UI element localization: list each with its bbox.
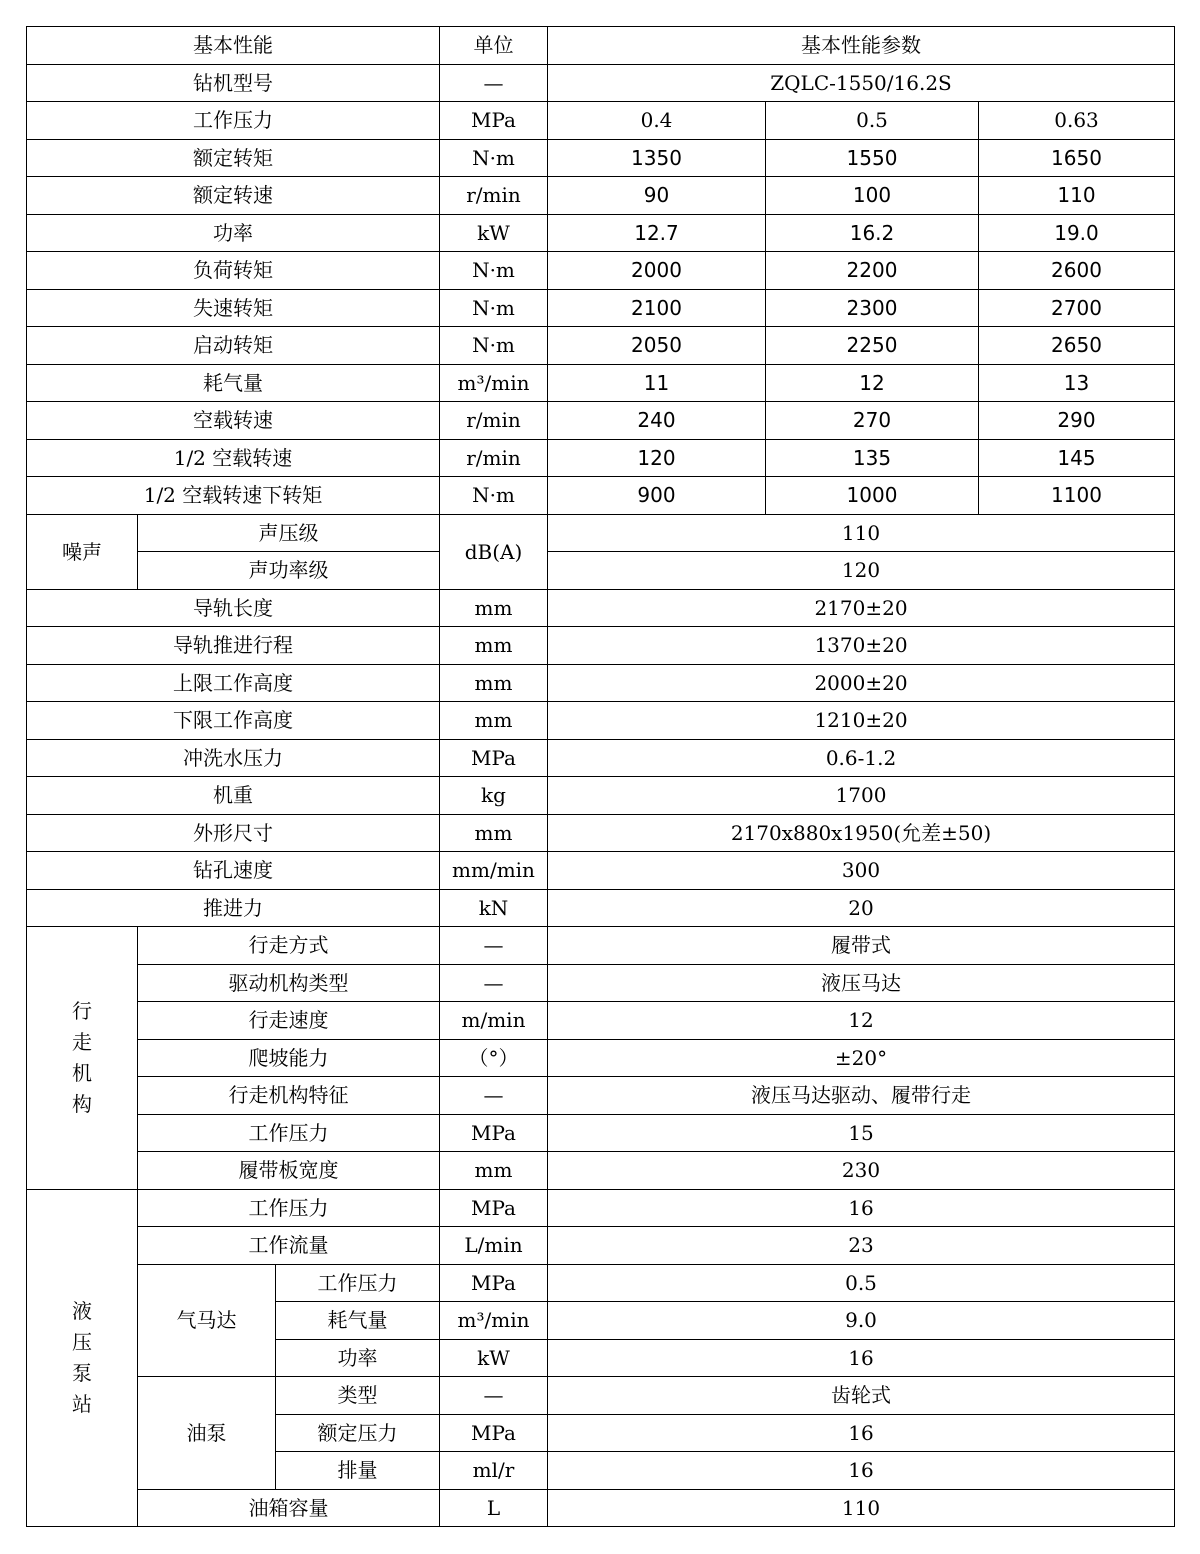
row-unit: mm	[440, 702, 548, 740]
row-label: 空载转速	[27, 402, 440, 440]
row-value: 20	[548, 889, 1175, 927]
travel-row	[27, 927, 1175, 965]
row-label: 功率	[27, 214, 440, 252]
header-unit: 单位	[440, 27, 548, 65]
row-value: 23	[548, 1227, 1175, 1265]
row-label: 工作压力	[27, 102, 440, 140]
row-label: 行走方式	[138, 927, 440, 965]
noise-row	[27, 552, 1175, 590]
table-row	[27, 739, 1175, 777]
row-unit: —	[440, 927, 548, 965]
row-value: 900	[548, 477, 766, 515]
row-value: 2250	[766, 327, 979, 365]
row-value: 液压马达驱动、履带行走	[548, 1077, 1175, 1115]
row-value: 0.5	[766, 102, 979, 140]
row-value: 2100	[548, 289, 766, 327]
row-unit: m³/min	[440, 1302, 548, 1340]
row-label: 履带板宽度	[138, 1152, 440, 1190]
row-value: 齿轮式	[548, 1377, 1175, 1415]
row-value: 290	[979, 402, 1175, 440]
row-value: 液压马达	[548, 964, 1175, 1002]
row-label: 外形尺寸	[27, 814, 440, 852]
row-unit: m³/min	[440, 364, 548, 402]
row-label: 冲洗水压力	[27, 739, 440, 777]
row-label: 导轨长度	[27, 589, 440, 627]
row-value: 230	[548, 1152, 1175, 1190]
row-unit: —	[440, 964, 548, 1002]
row-label: 钻机型号	[27, 64, 440, 102]
row-value: 2600	[979, 252, 1175, 290]
table-row	[27, 889, 1175, 927]
row-value: 1000	[766, 477, 979, 515]
row-unit: ml/r	[440, 1452, 548, 1490]
row-value: 2170±20	[548, 589, 1175, 627]
travel-row	[27, 1077, 1175, 1115]
row-unit: MPa	[440, 1264, 548, 1302]
row-label: 声压级	[138, 514, 440, 552]
row-label: 声功率级	[138, 552, 440, 590]
noise-group-label: 噪声	[27, 514, 138, 589]
noise-row	[27, 514, 1175, 552]
row-unit: N·m	[440, 252, 548, 290]
row-label: 推进力	[27, 889, 440, 927]
row-unit: mm	[440, 1152, 548, 1190]
row-value: 145	[979, 439, 1175, 477]
row-label: 1/2 空载转速下转矩	[27, 477, 440, 515]
row-label: 额定转矩	[27, 139, 440, 177]
table-row	[27, 814, 1175, 852]
table-row	[27, 627, 1175, 665]
row-unit: N·m	[440, 289, 548, 327]
row-value: 100	[766, 177, 979, 215]
row-value: 1650	[979, 139, 1175, 177]
table-row	[27, 289, 1175, 327]
row-unit: N·m	[440, 139, 548, 177]
row-value: 16	[548, 1452, 1175, 1490]
row-value: 2000	[548, 252, 766, 290]
row-label: 钻孔速度	[27, 852, 440, 890]
travel-group-label: 行走机构	[27, 927, 138, 1190]
row-label: 上限工作高度	[27, 664, 440, 702]
hydraulic-row	[27, 1227, 1175, 1265]
row-label: 行走机构特征	[138, 1077, 440, 1115]
row-value: 270	[766, 402, 979, 440]
row-label: 耗气量	[27, 364, 440, 402]
row-label: 驱动机构类型	[138, 964, 440, 1002]
row-unit: kg	[440, 777, 548, 815]
row-unit: mm	[440, 589, 548, 627]
table-row	[27, 702, 1175, 740]
row-value: 120	[548, 439, 766, 477]
tank-row	[27, 1489, 1175, 1527]
travel-row	[27, 1152, 1175, 1190]
row-value: 110	[979, 177, 1175, 215]
air-motor-row	[27, 1264, 1175, 1302]
row-value: 2200	[766, 252, 979, 290]
table-row	[27, 364, 1175, 402]
row-value: 1700	[548, 777, 1175, 815]
row-value: 2700	[979, 289, 1175, 327]
row-unit: （°）	[440, 1039, 548, 1077]
row-label: 启动转矩	[27, 327, 440, 365]
row-label: 油箱容量	[138, 1489, 440, 1527]
row-value: 1370±20	[548, 627, 1175, 665]
oil-pump-group-label: 油泵	[138, 1377, 276, 1490]
row-value: 120	[548, 552, 1175, 590]
row-unit: —	[440, 1077, 548, 1115]
row-label: 工作流量	[138, 1227, 440, 1265]
row-value: ZQLC-1550/16.2S	[548, 64, 1175, 102]
row-label: 行走速度	[138, 1002, 440, 1040]
row-unit: L	[440, 1489, 548, 1527]
hydraulic-group-label: 液压泵站	[27, 1189, 138, 1527]
row-value: 2650	[979, 327, 1175, 365]
table-row	[27, 664, 1175, 702]
row-value: ±20°	[548, 1039, 1175, 1077]
table-row	[27, 777, 1175, 815]
row-label: 爬坡能力	[138, 1039, 440, 1077]
row-value: 2050	[548, 327, 766, 365]
row-value: 11	[548, 364, 766, 402]
row-unit: MPa	[440, 1114, 548, 1152]
row-unit: mm	[440, 814, 548, 852]
travel-row	[27, 1002, 1175, 1040]
row-value: 0.63	[979, 102, 1175, 140]
row-unit: mm	[440, 627, 548, 665]
table-row	[27, 477, 1175, 515]
table-row	[27, 589, 1175, 627]
row-unit: N·m	[440, 327, 548, 365]
row-value: 12	[548, 1002, 1175, 1040]
row-label: 额定压力	[276, 1414, 440, 1452]
row-unit: —	[440, 1377, 548, 1415]
row-value: 2300	[766, 289, 979, 327]
travel-row	[27, 1039, 1175, 1077]
row-label: 功率	[276, 1339, 440, 1377]
row-value: 135	[766, 439, 979, 477]
row-value: 0.5	[548, 1264, 1175, 1302]
row-unit: MPa	[440, 102, 548, 140]
row-value: 1350	[548, 139, 766, 177]
row-value: 300	[548, 852, 1175, 890]
row-unit: mm/min	[440, 852, 548, 890]
row-value: 90	[548, 177, 766, 215]
row-label: 类型	[276, 1377, 440, 1415]
row-value: 9.0	[548, 1302, 1175, 1340]
header-item: 基本性能	[27, 27, 440, 65]
row-label: 工作压力	[276, 1264, 440, 1302]
spec-table	[26, 26, 1175, 1527]
oil-pump-row	[27, 1377, 1175, 1415]
row-value: 15	[548, 1114, 1175, 1152]
row-value: 履带式	[548, 927, 1175, 965]
row-unit: MPa	[440, 1189, 548, 1227]
row-unit: N·m	[440, 477, 548, 515]
air-motor-group-label: 气马达	[138, 1264, 276, 1377]
row-value: 19.0	[979, 214, 1175, 252]
row-label: 额定转速	[27, 177, 440, 215]
row-value: 16	[548, 1189, 1175, 1227]
model-row	[27, 64, 1175, 102]
row-label: 排量	[276, 1452, 440, 1490]
row-label: 耗气量	[276, 1302, 440, 1340]
row-label: 机重	[27, 777, 440, 815]
row-label: 失速转矩	[27, 289, 440, 327]
row-unit: r/min	[440, 177, 548, 215]
row-unit: kW	[440, 1339, 548, 1377]
table-row	[27, 402, 1175, 440]
row-label: 1/2 空载转速	[27, 439, 440, 477]
row-label: 下限工作高度	[27, 702, 440, 740]
row-unit: r/min	[440, 402, 548, 440]
row-value: 1550	[766, 139, 979, 177]
row-unit: kN	[440, 889, 548, 927]
row-value: 16	[548, 1414, 1175, 1452]
table-row	[27, 327, 1175, 365]
row-value: 1100	[979, 477, 1175, 515]
row-value: 240	[548, 402, 766, 440]
row-label: 工作压力	[138, 1114, 440, 1152]
row-value: 16	[548, 1339, 1175, 1377]
row-value: 13	[979, 364, 1175, 402]
row-label: 负荷转矩	[27, 252, 440, 290]
row-unit: MPa	[440, 739, 548, 777]
row-label: 导轨推进行程	[27, 627, 440, 665]
row-unit: —	[440, 64, 548, 102]
table-row	[27, 252, 1175, 290]
row-unit: m/min	[440, 1002, 548, 1040]
row-value: 0.4	[548, 102, 766, 140]
row-value: 110	[548, 1489, 1175, 1527]
row-value: 2000±20	[548, 664, 1175, 702]
hydraulic-row	[27, 1189, 1175, 1227]
row-value: 110	[548, 514, 1175, 552]
row-value: 16.2	[766, 214, 979, 252]
row-value: 1210±20	[548, 702, 1175, 740]
row-label: 工作压力	[138, 1189, 440, 1227]
table-row	[27, 102, 1175, 140]
table-row	[27, 439, 1175, 477]
row-unit: r/min	[440, 439, 548, 477]
table-row	[27, 214, 1175, 252]
row-value: 12	[766, 364, 979, 402]
table-row	[27, 852, 1175, 890]
travel-row	[27, 964, 1175, 1002]
travel-row	[27, 1114, 1175, 1152]
row-unit: L/min	[440, 1227, 548, 1265]
table-row	[27, 177, 1175, 215]
row-unit: kW	[440, 214, 548, 252]
header-params: 基本性能参数	[548, 27, 1175, 65]
row-value: 2170x880x1950(允差±50)	[548, 814, 1175, 852]
row-unit: mm	[440, 664, 548, 702]
header-row	[27, 27, 1175, 65]
row-unit: MPa	[440, 1414, 548, 1452]
table-row	[27, 139, 1175, 177]
noise-unit: dB(A)	[440, 514, 548, 589]
row-value: 0.6-1.2	[548, 739, 1175, 777]
row-value: 12.7	[548, 214, 766, 252]
